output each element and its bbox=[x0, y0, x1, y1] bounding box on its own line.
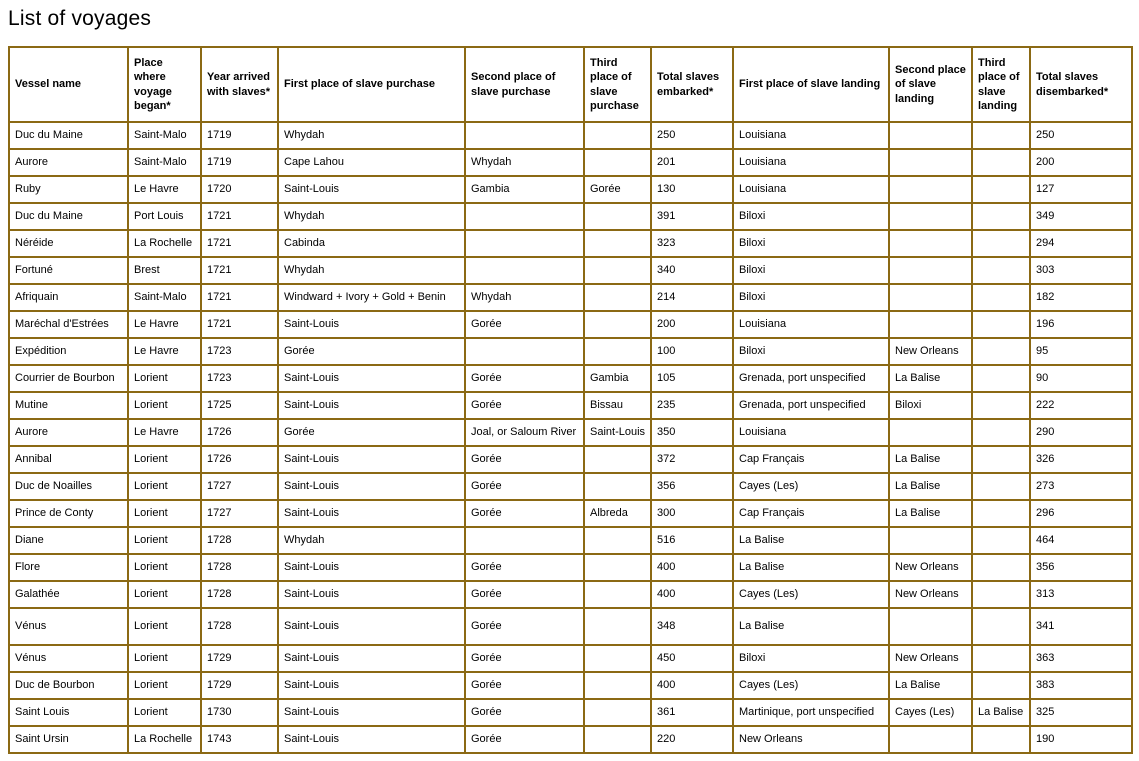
table-cell-third-purchase bbox=[584, 203, 651, 230]
table-body bbox=[9, 122, 1132, 753]
table-cell-place-began: Saint-Malo bbox=[128, 122, 201, 149]
table-cell-vessel-name: Prince de Conty bbox=[9, 500, 128, 527]
table-cell-third-landing bbox=[972, 608, 1030, 645]
table-cell-second-purchase bbox=[465, 203, 584, 230]
table-cell-first-purchase: Saint-Louis bbox=[278, 726, 465, 753]
table-cell-second-purchase bbox=[465, 527, 584, 554]
table-cell-place-began: Saint-Malo bbox=[128, 284, 201, 311]
table-cell-vessel-name: Fortuné bbox=[9, 257, 128, 284]
column-header-third-purchase: Third place of slave purchase bbox=[584, 47, 651, 122]
table-cell-year-arrived: 1721 bbox=[201, 230, 278, 257]
table-cell-year-arrived: 1728 bbox=[201, 581, 278, 608]
table-cell-third-purchase bbox=[584, 230, 651, 257]
table-cell-slaves-embarked: 391 bbox=[651, 203, 733, 230]
table-cell-slaves-embarked: 356 bbox=[651, 473, 733, 500]
column-header-third-landing: Third place of slave landing bbox=[972, 47, 1030, 122]
table-cell-slaves-embarked: 400 bbox=[651, 672, 733, 699]
header-row bbox=[9, 47, 1132, 122]
table-cell-second-purchase bbox=[465, 230, 584, 257]
table-cell-slaves-embarked: 235 bbox=[651, 392, 733, 419]
table-cell-second-landing: La Balise bbox=[889, 500, 972, 527]
table-cell-third-purchase: Gambia bbox=[584, 365, 651, 392]
table-cell-first-purchase: Saint-Louis bbox=[278, 645, 465, 672]
table-cell-third-landing bbox=[972, 122, 1030, 149]
table-cell-second-purchase: Gorée bbox=[465, 311, 584, 338]
table-header bbox=[9, 47, 1132, 122]
table-cell-third-purchase bbox=[584, 581, 651, 608]
table-cell-second-landing bbox=[889, 122, 972, 149]
table-cell-second-landing bbox=[889, 311, 972, 338]
table-cell-slaves-embarked: 450 bbox=[651, 645, 733, 672]
table-cell-slaves-disembarked: 196 bbox=[1030, 311, 1132, 338]
table-cell-third-purchase bbox=[584, 122, 651, 149]
table-cell-third-landing bbox=[972, 473, 1030, 500]
table-cell-slaves-disembarked: 222 bbox=[1030, 392, 1132, 419]
table-cell-second-purchase: Gorée bbox=[465, 554, 584, 581]
table-cell-first-landing: Martinique, port unspecified bbox=[733, 699, 889, 726]
table-cell-place-began: Saint-Malo bbox=[128, 149, 201, 176]
table-cell-vessel-name: Aurore bbox=[9, 149, 128, 176]
table-cell-place-began: Lorient bbox=[128, 581, 201, 608]
table-cell-second-landing bbox=[889, 527, 972, 554]
table-cell-vessel-name: Flore bbox=[9, 554, 128, 581]
table-cell-place-began: Lorient bbox=[128, 392, 201, 419]
table-cell-vessel-name: Saint Ursin bbox=[9, 726, 128, 753]
table-cell-third-landing bbox=[972, 149, 1030, 176]
table-cell-slaves-disembarked: 90 bbox=[1030, 365, 1132, 392]
table-cell-second-landing: New Orleans bbox=[889, 581, 972, 608]
table-cell-first-landing: New Orleans bbox=[733, 726, 889, 753]
table-cell-third-landing bbox=[972, 672, 1030, 699]
table-cell-place-began: La Rochelle bbox=[128, 726, 201, 753]
table-cell-slaves-embarked: 400 bbox=[651, 554, 733, 581]
table-row bbox=[9, 176, 1132, 203]
table-row bbox=[9, 608, 1132, 645]
column-header-year-arrived: Year arrived with slaves* bbox=[201, 47, 278, 122]
table-cell-slaves-disembarked: 273 bbox=[1030, 473, 1132, 500]
table-cell-first-landing: Cap Français bbox=[733, 446, 889, 473]
table-cell-first-landing: Biloxi bbox=[733, 203, 889, 230]
table-cell-slaves-embarked: 340 bbox=[651, 257, 733, 284]
table-cell-third-purchase bbox=[584, 608, 651, 645]
table-cell-vessel-name: Vénus bbox=[9, 608, 128, 645]
table-cell-first-purchase: Whydah bbox=[278, 122, 465, 149]
table-cell-third-landing bbox=[972, 203, 1030, 230]
table-cell-third-landing bbox=[972, 365, 1030, 392]
table-cell-first-purchase: Saint-Louis bbox=[278, 311, 465, 338]
table-cell-second-landing: La Balise bbox=[889, 672, 972, 699]
table-cell-third-landing bbox=[972, 581, 1030, 608]
table-cell-first-landing: La Balise bbox=[733, 608, 889, 645]
table-cell-slaves-embarked: 350 bbox=[651, 419, 733, 446]
table-cell-first-landing: Biloxi bbox=[733, 230, 889, 257]
table-cell-first-purchase: Saint-Louis bbox=[278, 500, 465, 527]
table-cell-vessel-name: Diane bbox=[9, 527, 128, 554]
table-cell-first-purchase: Whydah bbox=[278, 527, 465, 554]
table-cell-slaves-disembarked: 95 bbox=[1030, 338, 1132, 365]
table-cell-third-purchase bbox=[584, 554, 651, 581]
table-cell-vessel-name: Vénus bbox=[9, 645, 128, 672]
table-row bbox=[9, 203, 1132, 230]
table-cell-second-landing: New Orleans bbox=[889, 554, 972, 581]
table-cell-vessel-name: Duc de Bourbon bbox=[9, 672, 128, 699]
table-cell-place-began: Le Havre bbox=[128, 419, 201, 446]
table-cell-second-purchase bbox=[465, 257, 584, 284]
table-cell-first-landing: Cayes (Les) bbox=[733, 581, 889, 608]
table-cell-second-landing: La Balise bbox=[889, 446, 972, 473]
table-cell-place-began: Le Havre bbox=[128, 338, 201, 365]
table-cell-third-purchase bbox=[584, 284, 651, 311]
table-cell-slaves-embarked: 100 bbox=[651, 338, 733, 365]
table-cell-place-began: Lorient bbox=[128, 699, 201, 726]
table-cell-first-landing: Biloxi bbox=[733, 338, 889, 365]
table-cell-third-landing bbox=[972, 230, 1030, 257]
table-cell-slaves-disembarked: 326 bbox=[1030, 446, 1132, 473]
table-cell-second-landing: Biloxi bbox=[889, 392, 972, 419]
table-cell-place-began: Le Havre bbox=[128, 176, 201, 203]
column-header-slaves-disembarked: Total slaves disembarked* bbox=[1030, 47, 1132, 122]
table-cell-first-landing: Louisiana bbox=[733, 419, 889, 446]
table-cell-third-purchase bbox=[584, 446, 651, 473]
table-cell-third-landing bbox=[972, 257, 1030, 284]
table-row bbox=[9, 392, 1132, 419]
table-cell-vessel-name: Annibal bbox=[9, 446, 128, 473]
table-cell-third-purchase bbox=[584, 473, 651, 500]
table-cell-first-landing: La Balise bbox=[733, 527, 889, 554]
table-cell-vessel-name: Courrier de Bourbon bbox=[9, 365, 128, 392]
table-cell-first-landing: Biloxi bbox=[733, 284, 889, 311]
table-cell-place-began: Lorient bbox=[128, 672, 201, 699]
table-cell-place-began: Lorient bbox=[128, 446, 201, 473]
table-row bbox=[9, 473, 1132, 500]
table-cell-year-arrived: 1743 bbox=[201, 726, 278, 753]
table-cell-slaves-disembarked: 383 bbox=[1030, 672, 1132, 699]
table-cell-second-purchase: Gorée bbox=[465, 581, 584, 608]
table-cell-year-arrived: 1727 bbox=[201, 473, 278, 500]
table-cell-place-began: Lorient bbox=[128, 473, 201, 500]
table-row bbox=[9, 726, 1132, 753]
table-cell-third-purchase bbox=[584, 645, 651, 672]
table-row bbox=[9, 527, 1132, 554]
table-cell-slaves-disembarked: 294 bbox=[1030, 230, 1132, 257]
table-cell-third-landing bbox=[972, 284, 1030, 311]
table-cell-second-landing bbox=[889, 284, 972, 311]
table-cell-year-arrived: 1728 bbox=[201, 608, 278, 645]
table-cell-third-purchase bbox=[584, 527, 651, 554]
table-cell-slaves-disembarked: 290 bbox=[1030, 419, 1132, 446]
table-cell-vessel-name: Duc de Noailles bbox=[9, 473, 128, 500]
table-cell-vessel-name: Galathée bbox=[9, 581, 128, 608]
table-cell-year-arrived: 1727 bbox=[201, 500, 278, 527]
table-cell-third-landing bbox=[972, 554, 1030, 581]
table-cell-first-purchase: Cape Lahou bbox=[278, 149, 465, 176]
table-cell-slaves-embarked: 214 bbox=[651, 284, 733, 311]
table-cell-vessel-name: Aurore bbox=[9, 419, 128, 446]
table-cell-slaves-disembarked: 182 bbox=[1030, 284, 1132, 311]
table-cell-place-began: Lorient bbox=[128, 500, 201, 527]
table-cell-year-arrived: 1721 bbox=[201, 257, 278, 284]
table-cell-year-arrived: 1721 bbox=[201, 203, 278, 230]
table-cell-third-landing bbox=[972, 527, 1030, 554]
table-cell-second-landing bbox=[889, 419, 972, 446]
table-cell-first-landing: La Balise bbox=[733, 554, 889, 581]
table-cell-second-landing: La Balise bbox=[889, 473, 972, 500]
table-cell-vessel-name: Néréide bbox=[9, 230, 128, 257]
table-cell-third-purchase bbox=[584, 311, 651, 338]
table-cell-vessel-name: Duc du Maine bbox=[9, 122, 128, 149]
table-cell-third-purchase bbox=[584, 149, 651, 176]
table-cell-first-purchase: Saint-Louis bbox=[278, 581, 465, 608]
table-cell-second-purchase bbox=[465, 338, 584, 365]
table-cell-first-purchase: Whydah bbox=[278, 203, 465, 230]
table-cell-second-landing bbox=[889, 176, 972, 203]
table-cell-first-purchase: Gorée bbox=[278, 338, 465, 365]
table-row bbox=[9, 672, 1132, 699]
table-cell-third-landing bbox=[972, 645, 1030, 672]
voyages-table bbox=[8, 46, 1133, 754]
table-cell-first-landing: Louisiana bbox=[733, 149, 889, 176]
table-cell-first-purchase: Saint-Louis bbox=[278, 446, 465, 473]
table-cell-first-landing: Biloxi bbox=[733, 257, 889, 284]
table-cell-first-landing: Louisiana bbox=[733, 122, 889, 149]
table-cell-slaves-disembarked: 464 bbox=[1030, 527, 1132, 554]
table-cell-place-began: Port Louis bbox=[128, 203, 201, 230]
table-cell-first-purchase: Saint-Louis bbox=[278, 699, 465, 726]
column-header-place-began: Place where voyage began* bbox=[128, 47, 201, 122]
table-row bbox=[9, 122, 1132, 149]
table-cell-year-arrived: 1728 bbox=[201, 554, 278, 581]
table-cell-third-landing bbox=[972, 176, 1030, 203]
table-cell-slaves-embarked: 300 bbox=[651, 500, 733, 527]
table-cell-second-purchase bbox=[465, 122, 584, 149]
table-cell-second-purchase: Joal, or Saloum River bbox=[465, 419, 584, 446]
table-row bbox=[9, 645, 1132, 672]
table-cell-slaves-disembarked: 200 bbox=[1030, 149, 1132, 176]
table-cell-third-landing bbox=[972, 500, 1030, 527]
table-cell-first-purchase: Saint-Louis bbox=[278, 554, 465, 581]
table-cell-place-began: La Rochelle bbox=[128, 230, 201, 257]
table-cell-slaves-disembarked: 303 bbox=[1030, 257, 1132, 284]
table-cell-first-landing: Cap Français bbox=[733, 500, 889, 527]
table-cell-third-purchase: Saint-Louis bbox=[584, 419, 651, 446]
table-cell-first-landing: Cayes (Les) bbox=[733, 473, 889, 500]
table-cell-vessel-name: Duc du Maine bbox=[9, 203, 128, 230]
table-cell-first-purchase: Saint-Louis bbox=[278, 672, 465, 699]
table-cell-slaves-embarked: 361 bbox=[651, 699, 733, 726]
table-cell-second-landing: Cayes (Les) bbox=[889, 699, 972, 726]
table-cell-year-arrived: 1725 bbox=[201, 392, 278, 419]
table-cell-first-purchase: Saint-Louis bbox=[278, 608, 465, 645]
table-row bbox=[9, 338, 1132, 365]
table-cell-third-purchase: Gorée bbox=[584, 176, 651, 203]
column-header-vessel-name: Vessel name bbox=[9, 47, 128, 122]
table-row bbox=[9, 500, 1132, 527]
table-cell-first-landing: Grenada, port unspecified bbox=[733, 365, 889, 392]
table-cell-first-landing: Grenada, port unspecified bbox=[733, 392, 889, 419]
table-cell-second-purchase: Gorée bbox=[465, 608, 584, 645]
table-cell-first-landing: Louisiana bbox=[733, 311, 889, 338]
table-row bbox=[9, 257, 1132, 284]
table-cell-first-purchase: Gorée bbox=[278, 419, 465, 446]
table-cell-second-purchase: Gambia bbox=[465, 176, 584, 203]
table-cell-second-purchase: Whydah bbox=[465, 284, 584, 311]
table-cell-third-purchase bbox=[584, 672, 651, 699]
table-cell-second-purchase: Gorée bbox=[465, 645, 584, 672]
table-cell-slaves-disembarked: 356 bbox=[1030, 554, 1132, 581]
table-cell-second-landing bbox=[889, 608, 972, 645]
table-cell-place-began: Lorient bbox=[128, 645, 201, 672]
table-cell-place-began: Lorient bbox=[128, 527, 201, 554]
table-row bbox=[9, 419, 1132, 446]
table-cell-slaves-disembarked: 296 bbox=[1030, 500, 1132, 527]
table-cell-slaves-disembarked: 341 bbox=[1030, 608, 1132, 645]
table-cell-year-arrived: 1729 bbox=[201, 672, 278, 699]
table-cell-first-purchase: Whydah bbox=[278, 257, 465, 284]
column-header-slaves-embarked: Total slaves embarked* bbox=[651, 47, 733, 122]
table-cell-slaves-embarked: 105 bbox=[651, 365, 733, 392]
table-cell-year-arrived: 1729 bbox=[201, 645, 278, 672]
table-cell-first-landing: Cayes (Les) bbox=[733, 672, 889, 699]
table-cell-vessel-name: Afriquain bbox=[9, 284, 128, 311]
table-row bbox=[9, 149, 1132, 176]
table-cell-second-purchase: Gorée bbox=[465, 473, 584, 500]
table-cell-third-purchase bbox=[584, 699, 651, 726]
table-cell-first-purchase: Saint-Louis bbox=[278, 473, 465, 500]
table-cell-second-purchase: Gorée bbox=[465, 726, 584, 753]
table-cell-third-landing bbox=[972, 311, 1030, 338]
table-cell-place-began: Le Havre bbox=[128, 311, 201, 338]
table-cell-first-purchase: Cabinda bbox=[278, 230, 465, 257]
table-cell-third-purchase bbox=[584, 726, 651, 753]
table-cell-year-arrived: 1721 bbox=[201, 284, 278, 311]
table-cell-third-landing: La Balise bbox=[972, 699, 1030, 726]
table-cell-slaves-embarked: 220 bbox=[651, 726, 733, 753]
table-cell-year-arrived: 1730 bbox=[201, 699, 278, 726]
table-cell-third-landing bbox=[972, 338, 1030, 365]
table-cell-second-landing bbox=[889, 230, 972, 257]
table-cell-second-purchase: Gorée bbox=[465, 446, 584, 473]
table-cell-year-arrived: 1723 bbox=[201, 338, 278, 365]
table-cell-second-landing bbox=[889, 726, 972, 753]
table-cell-second-purchase: Gorée bbox=[465, 392, 584, 419]
table-cell-first-landing: Louisiana bbox=[733, 176, 889, 203]
table-cell-second-landing: New Orleans bbox=[889, 645, 972, 672]
table-cell-third-purchase: Bissau bbox=[584, 392, 651, 419]
table-row bbox=[9, 284, 1132, 311]
table-row bbox=[9, 365, 1132, 392]
table-cell-first-purchase: Saint-Louis bbox=[278, 365, 465, 392]
table-cell-third-purchase bbox=[584, 338, 651, 365]
table-cell-second-landing: La Balise bbox=[889, 365, 972, 392]
table-cell-second-landing bbox=[889, 149, 972, 176]
table-row bbox=[9, 446, 1132, 473]
table-cell-third-landing bbox=[972, 726, 1030, 753]
table-cell-slaves-embarked: 250 bbox=[651, 122, 733, 149]
table-cell-slaves-embarked: 200 bbox=[651, 311, 733, 338]
table-cell-second-purchase: Gorée bbox=[465, 699, 584, 726]
table-cell-slaves-disembarked: 325 bbox=[1030, 699, 1132, 726]
column-header-second-purchase: Second place of slave purchase bbox=[465, 47, 584, 122]
table-cell-first-landing: Biloxi bbox=[733, 645, 889, 672]
table-cell-place-began: Brest bbox=[128, 257, 201, 284]
table-row bbox=[9, 311, 1132, 338]
table-cell-slaves-embarked: 400 bbox=[651, 581, 733, 608]
table-cell-slaves-disembarked: 313 bbox=[1030, 581, 1132, 608]
table-cell-year-arrived: 1721 bbox=[201, 311, 278, 338]
table-cell-year-arrived: 1726 bbox=[201, 446, 278, 473]
table-cell-slaves-embarked: 201 bbox=[651, 149, 733, 176]
table-cell-slaves-embarked: 516 bbox=[651, 527, 733, 554]
table-row bbox=[9, 581, 1132, 608]
table-cell-vessel-name: Ruby bbox=[9, 176, 128, 203]
column-header-first-purchase: First place of slave purchase bbox=[278, 47, 465, 122]
table-row bbox=[9, 554, 1132, 581]
table-cell-third-landing bbox=[972, 392, 1030, 419]
table-cell-second-purchase: Gorée bbox=[465, 365, 584, 392]
table-cell-slaves-disembarked: 250 bbox=[1030, 122, 1132, 149]
page-title: List of voyages bbox=[8, 7, 152, 30]
table-cell-second-purchase: Gorée bbox=[465, 500, 584, 527]
table-cell-slaves-embarked: 130 bbox=[651, 176, 733, 203]
table-cell-slaves-disembarked: 363 bbox=[1030, 645, 1132, 672]
table-cell-place-began: Lorient bbox=[128, 365, 201, 392]
table-cell-slaves-embarked: 348 bbox=[651, 608, 733, 645]
table-cell-first-purchase: Saint-Louis bbox=[278, 392, 465, 419]
table-cell-slaves-disembarked: 127 bbox=[1030, 176, 1132, 203]
table-cell-year-arrived: 1720 bbox=[201, 176, 278, 203]
column-header-second-landing: Second place of slave landing bbox=[889, 47, 972, 122]
table-cell-slaves-embarked: 323 bbox=[651, 230, 733, 257]
table-cell-vessel-name: Expédition bbox=[9, 338, 128, 365]
table-cell-vessel-name: Saint Louis bbox=[9, 699, 128, 726]
table-cell-slaves-disembarked: 349 bbox=[1030, 203, 1132, 230]
table-row bbox=[9, 230, 1132, 257]
table-cell-first-purchase: Saint-Louis bbox=[278, 176, 465, 203]
table-cell-slaves-disembarked: 190 bbox=[1030, 726, 1132, 753]
table-cell-third-purchase: Albreda bbox=[584, 500, 651, 527]
table-cell-year-arrived: 1719 bbox=[201, 122, 278, 149]
table-cell-second-landing bbox=[889, 257, 972, 284]
table-cell-year-arrived: 1719 bbox=[201, 149, 278, 176]
table-cell-vessel-name: Maréchal d'Estrées bbox=[9, 311, 128, 338]
table-cell-slaves-embarked: 372 bbox=[651, 446, 733, 473]
table-cell-third-landing bbox=[972, 419, 1030, 446]
table-cell-third-landing bbox=[972, 446, 1030, 473]
table-cell-year-arrived: 1726 bbox=[201, 419, 278, 446]
table-cell-second-purchase: Whydah bbox=[465, 149, 584, 176]
column-header-first-landing: First place of slave landing bbox=[733, 47, 889, 122]
table-cell-second-landing bbox=[889, 203, 972, 230]
table-cell-second-landing: New Orleans bbox=[889, 338, 972, 365]
table-row bbox=[9, 699, 1132, 726]
table-cell-year-arrived: 1728 bbox=[201, 527, 278, 554]
table-cell-year-arrived: 1723 bbox=[201, 365, 278, 392]
table-cell-first-purchase: Windward + Ivory + Gold + Benin bbox=[278, 284, 465, 311]
table-cell-second-purchase: Gorée bbox=[465, 672, 584, 699]
table-cell-vessel-name: Mutine bbox=[9, 392, 128, 419]
table-cell-place-began: Lorient bbox=[128, 608, 201, 645]
table-cell-third-purchase bbox=[584, 257, 651, 284]
table-cell-place-began: Lorient bbox=[128, 554, 201, 581]
